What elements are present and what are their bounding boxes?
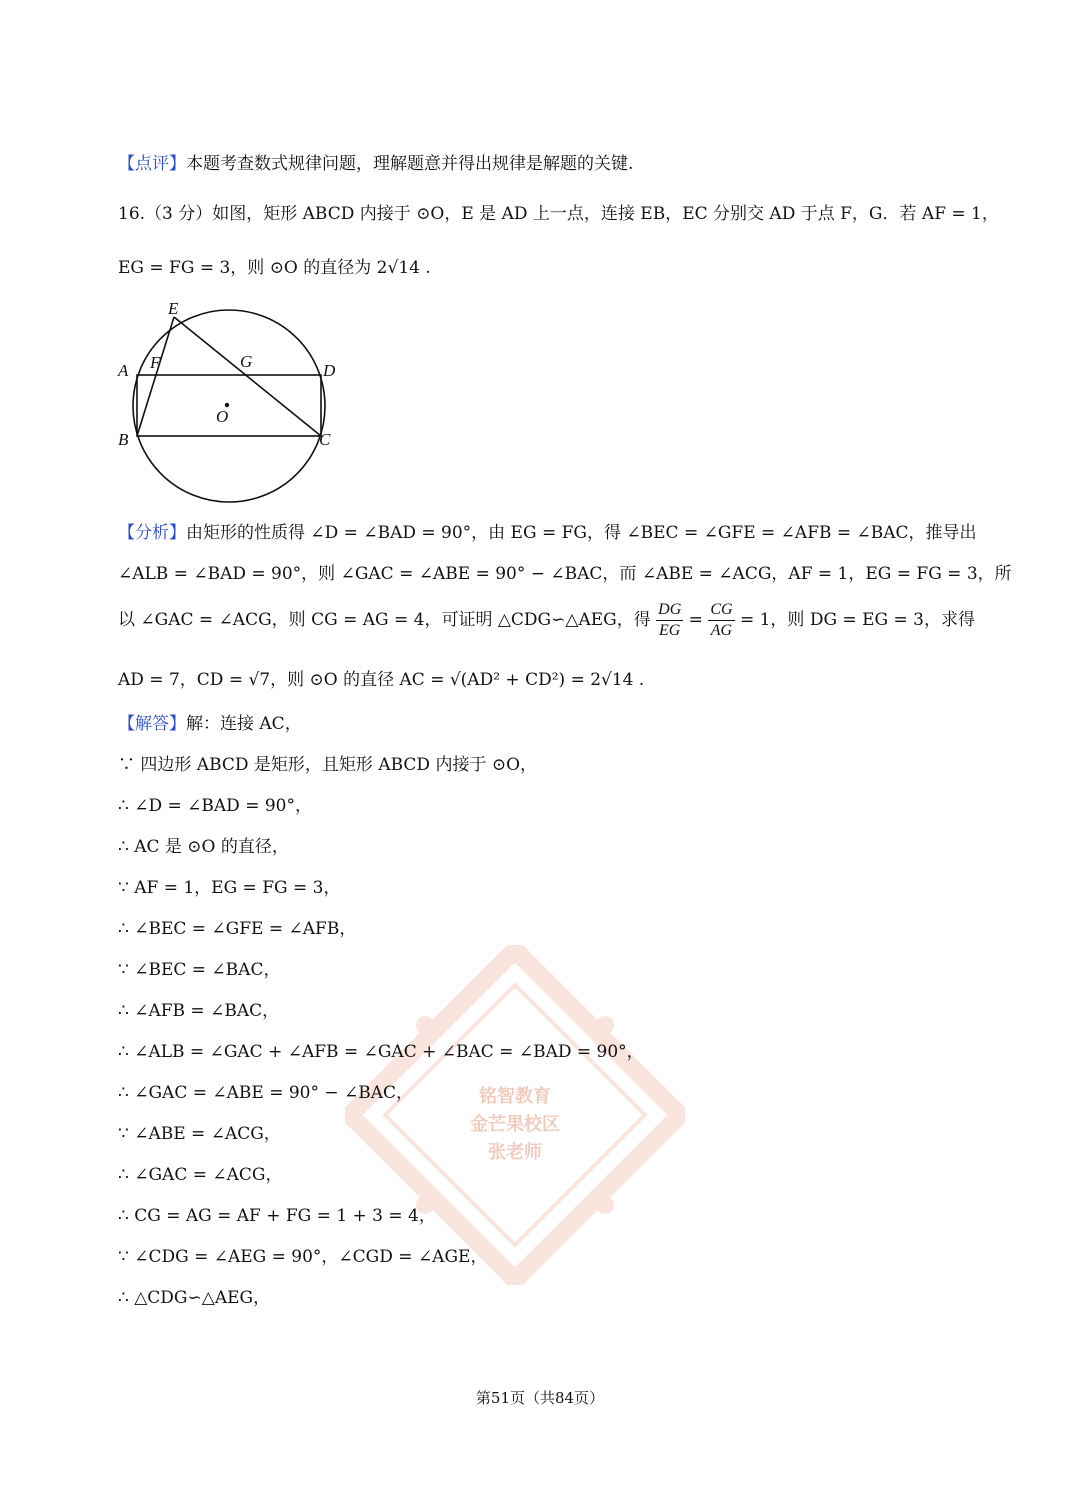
review-tag: 【点评】 xyxy=(118,154,186,174)
segment-eb xyxy=(137,317,174,436)
page-footer: 第51页（共84页） xyxy=(475,1389,605,1407)
fraction-numerator: CG xyxy=(708,600,734,621)
label-d: D xyxy=(323,361,336,380)
solution-step: ∴ ∠AFB = ∠BAC， xyxy=(118,1001,280,1021)
question-line-2: EG = FG = 3，则 ⊙O 的直径为 2√14 . xyxy=(118,258,431,278)
solution-line-first xyxy=(118,712,302,736)
watermark-line-3: 张老师 xyxy=(488,1142,542,1163)
solution-step: ∴ AC 是 ⊙O 的直径， xyxy=(118,837,289,857)
fraction-cg-ag xyxy=(708,600,734,641)
analysis-line-3 xyxy=(118,598,975,642)
review-text: 本题考查数式规律问题，理解题意并得出规律是解题的关键. xyxy=(186,154,634,174)
analysis-text-3a: 以 ∠GAC = ∠ACG，则 CG = AG = 4，可证明 △CDG∽△AEG，得 xyxy=(118,610,651,630)
solution-step: ∴ ∠GAC = ∠ACG， xyxy=(118,1165,283,1185)
solution-step: ∵ ∠BEC = ∠BAC， xyxy=(118,960,281,980)
solution-step: ∵ 四边形 ABCD 是矩形，且矩形 ABCD 内接于 ⊙O， xyxy=(118,755,538,775)
solution-step: ∴ △CDG∽△AEG， xyxy=(118,1288,271,1308)
fraction-denominator: EG xyxy=(659,622,681,639)
solution-first-text: 解：连接 AC， xyxy=(186,714,302,734)
label-e: E xyxy=(168,299,179,318)
equals-sign: = xyxy=(688,610,703,630)
fraction-numerator: DG xyxy=(656,600,683,621)
label-b: B xyxy=(118,430,129,449)
analysis-line-2: ∠ALB = ∠BAD = 90°，则 ∠GAC = ∠ABE = 90° − ∠BAC，而 ∠ABE = ∠ACG，AF = 1，EG = FG = 3，所 xyxy=(118,564,1012,584)
solution-step: ∴ ∠D = ∠BAD = 90°， xyxy=(118,796,312,816)
label-a: A xyxy=(118,361,129,380)
review-line xyxy=(118,152,633,176)
segment-ec xyxy=(174,317,321,436)
solution-step: ∴ ∠GAC = ∠ABE = 90° − ∠BAC， xyxy=(118,1083,414,1103)
fraction-dg-eg xyxy=(656,600,683,641)
label-c: C xyxy=(319,430,331,449)
analysis-text-3b: = 1，则 DG = EG = 3，求得 xyxy=(739,610,975,630)
analysis-line-4: AD = 7，CD = √7，则 ⊙O 的直径 AC = √(AD² + CD²) = 2√14 . xyxy=(118,670,645,690)
solution-step: ∵ AF = 1，EG = FG = 3， xyxy=(118,878,341,898)
solution-step: ∴ CG = AG = AF + FG = 1 + 3 = 4， xyxy=(118,1206,436,1226)
analysis-line-1 xyxy=(118,521,977,545)
question-line-1: 16.（3 分）如图，矩形 ABCD 内接于 ⊙O，E 是 AD 上一点，连接 EB，EC 分别交 AD 于点 F，G．若 AF = 1， xyxy=(118,204,999,224)
geometry-figure xyxy=(110,295,360,514)
fraction-denominator: AG xyxy=(710,622,733,639)
solution-step: ∵ ∠CDG = ∠AEG = 90°，∠CGD = ∠AGE， xyxy=(118,1247,488,1267)
solution-step: ∵ ∠ABE = ∠ACG， xyxy=(118,1124,281,1144)
watermark-line-2: 金芒果校区 xyxy=(470,1114,560,1135)
circle-rectangle-diagram xyxy=(110,295,360,510)
label-o: O xyxy=(216,407,229,426)
solution-tag: 【解答】 xyxy=(118,714,186,734)
watermark-line-1: 铭智教育 xyxy=(479,1086,551,1107)
solution-step: ∴ ∠ALB = ∠GAC + ∠AFB = ∠GAC + ∠BAC = ∠BAD = 90°， xyxy=(118,1042,644,1062)
label-f: F xyxy=(150,353,161,372)
solution-step: ∴ ∠BEC = ∠GFE = ∠AFB， xyxy=(118,919,357,939)
analysis-text-1: 由矩形的性质得 ∠D = ∠BAD = 90°，由 EG = FG，得 ∠BEC = ∠GFE = ∠AFB = ∠BAC，推导出 xyxy=(186,523,977,543)
circle-o xyxy=(133,310,325,502)
analysis-tag: 【分析】 xyxy=(118,523,186,543)
label-g: G xyxy=(240,352,253,371)
